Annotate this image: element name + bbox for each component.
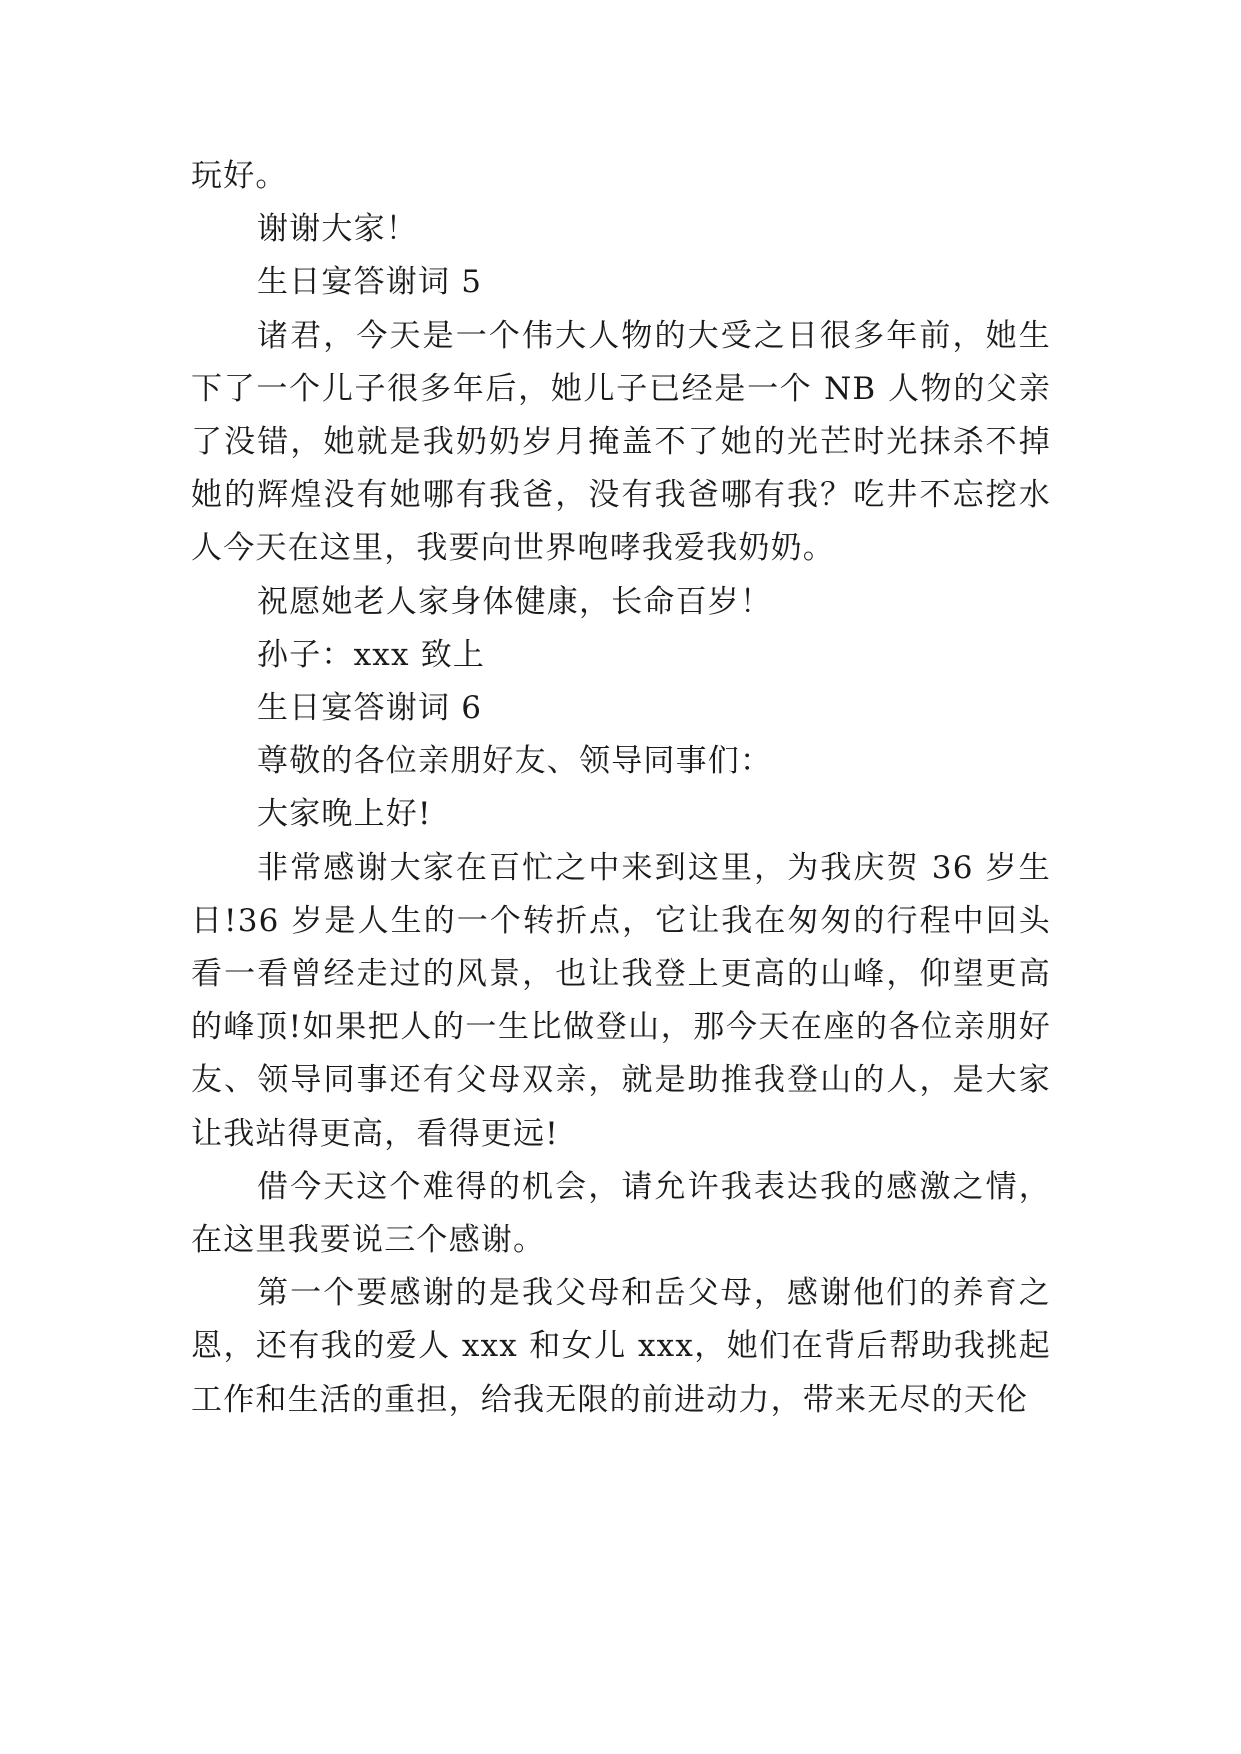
salutation: 尊敬的各位亲朋好友、领导同事们：	[257, 743, 773, 780]
signature-line: 孙子：xxx 致上	[257, 636, 486, 673]
paragraph: 祝愿她老人家身体健康，长命百岁！	[257, 583, 773, 620]
paragraph: 诸君，今天是一个伟大人物的大受之日很多年前，她生下了一个儿子很多年后，她儿子已经是一个 NB 人物的父亲了没错，她就是我奶奶岁月掩盖不了她的光芒时光抹杀不掉她的辉煌没有她哪有我爸，没有我爸哪有我？吃井不忘挖水人今天在这里，我要向世界咆哮我爱我奶奶。	[191, 317, 1051, 567]
document-body	[191, 150, 1051, 1427]
paragraph: 非常感谢大家在百忙之中来到这里，为我庆贺 36 岁生日!36 岁是人生的一个转折点，它让我在匆匆的行程中回头看一看曾经走过的风景，也让我登上更高的山峰，仰望更高的峰顶!如果把人的一生比做登山，那今天在座的各位亲朋好友、领导同事还有父母双亲，就是助推我登山的人，是大家让我站得更高，看得更远!	[191, 849, 1051, 1152]
section-heading: 生日宴答谢词 5	[257, 264, 483, 301]
section-heading: 生日宴答谢词 6	[257, 690, 483, 727]
greeting: 大家晚上好!	[257, 796, 432, 833]
paragraph: 谢谢大家！	[257, 211, 418, 248]
paragraph: 借今天这个难得的机会，请允许我表达我的感激之情，在这里我要说三个感谢。	[191, 1168, 1051, 1259]
paragraph: 玩好。	[191, 158, 288, 194]
paragraph: 第一个要感谢的是我父母和岳父母，感谢他们的养育之恩，还有我的爱人 xxx 和女儿 xxx，她们在背后帮助我挑起工作和生活的重担，给我无限的前进动力，带来无尽的天伦	[191, 1275, 1051, 1418]
